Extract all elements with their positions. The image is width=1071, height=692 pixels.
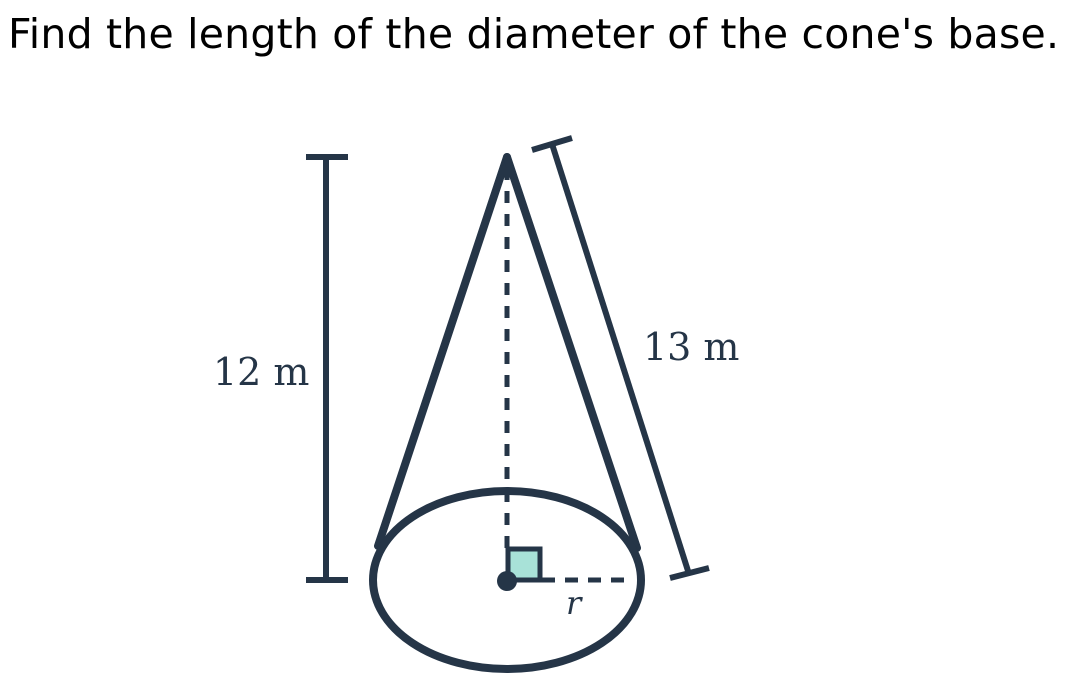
height-label: 12 m [213, 350, 310, 394]
radius-label: r [566, 584, 582, 622]
height-dimension-line [306, 157, 348, 580]
base-center-point [497, 571, 517, 591]
slant-label: 13 m [643, 325, 740, 369]
question-text: Find the length of the diameter of the cone's base. [8, 10, 1060, 58]
